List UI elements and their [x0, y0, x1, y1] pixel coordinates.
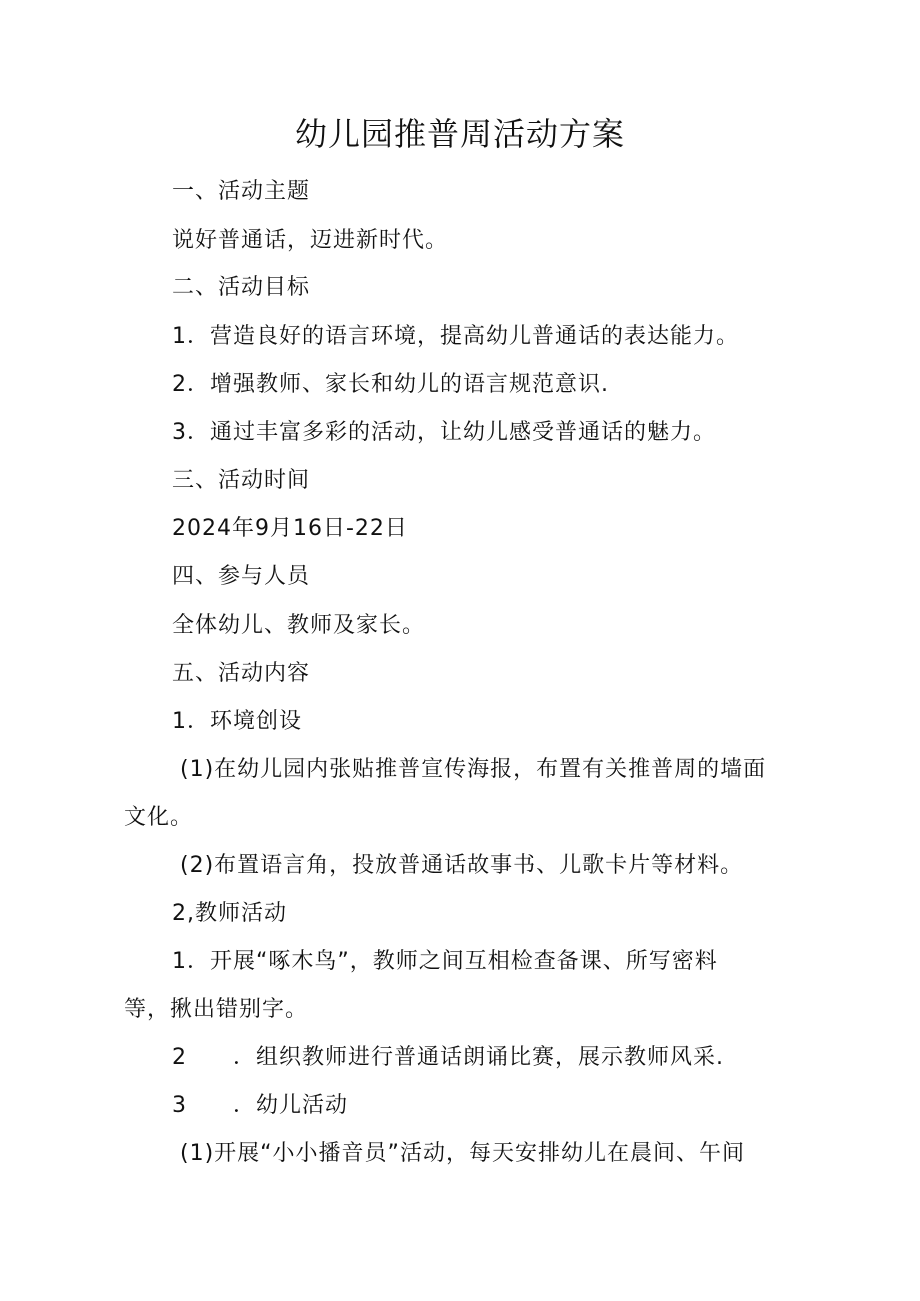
content-subitem-1-continued: 文化。	[124, 805, 194, 830]
heading-participants: 四、参与人员	[172, 564, 311, 589]
paragraph-time: 2024年9月16日-22日	[172, 516, 408, 541]
teacher-activity-1-continued: 等，揪出错别字。	[124, 997, 309, 1022]
content-subitem-2: (2)布置语言角，投放普通话故事书、儿歌卡片等材料。	[180, 853, 744, 878]
heading-activity-goals: 二、活动目标	[172, 275, 311, 300]
goal-item-2: 2．增强教师、家长和幼儿的语言规范意识.	[172, 372, 609, 397]
teacher-activity-1: 1．开展“啄木鸟”，教师之间互相检查备课、所写密料	[172, 949, 718, 974]
content-item-2: 2,教师活动	[172, 901, 287, 926]
document-title: 幼儿园推普周活动方案	[294, 115, 625, 153]
heading-activity-time: 三、活动时间	[172, 468, 311, 493]
teacher-activity-2: 2 ．组织教师进行普通话朗诵比赛，展示教师风采.	[172, 1045, 724, 1070]
goal-item-1: 1．营造良好的语言环境，提高幼儿普通话的表达能力。	[172, 324, 739, 349]
content-item-1: 1．环境创设	[172, 709, 302, 734]
heading-activity-content: 五、活动内容	[172, 661, 311, 686]
paragraph-participants: 全体幼儿、教师及家长。	[172, 613, 426, 638]
goal-item-3: 3．通过丰富多彩的活动，让幼儿感受普通话的魅力。	[172, 420, 716, 445]
heading-activity-theme: 一、活动主题	[172, 179, 311, 204]
content-subitem-1: (1)在幼儿园内张贴推普宣传海报，布置有关推普周的墙面	[180, 757, 767, 782]
content-item-3: 3 ．幼儿活动	[172, 1093, 348, 1118]
child-activity-1: (1)开展“小小播音员”活动，每天安排幼儿在晨间、午间	[180, 1141, 745, 1166]
paragraph-theme: 说好普通话，迈进新时代。	[172, 228, 449, 253]
